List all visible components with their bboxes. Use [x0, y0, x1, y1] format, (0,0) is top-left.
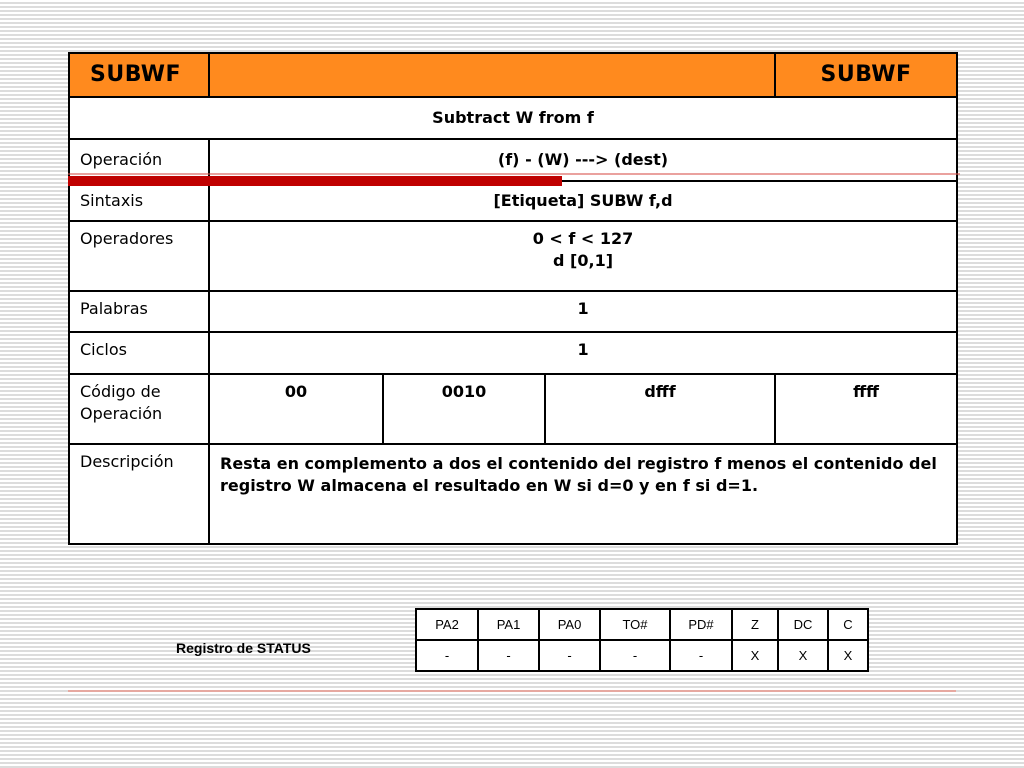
operadores-value: [209, 221, 957, 291]
status-bit-value-z: X: [732, 640, 778, 671]
status-bit-value-c: X: [828, 640, 868, 671]
opcode-cell-4: ffff: [775, 374, 957, 444]
opcode-cell-3: dfff: [545, 374, 775, 444]
ciclos-label: Ciclos: [69, 332, 209, 374]
row-descripcion: [69, 444, 957, 544]
status-bit-name-c: C: [828, 609, 868, 640]
operadores-line1: 0 < f < 127: [532, 229, 634, 248]
operadores-label: Operadores: [69, 221, 209, 291]
status-bit-value-pa1: -: [478, 640, 539, 671]
decorative-red-bar: [68, 176, 562, 186]
status-bit-name-pa0: PA0: [539, 609, 600, 640]
status-bit-value-pa2: -: [416, 640, 478, 671]
subtitle-row: [69, 97, 957, 139]
codigo-label-line2: Operación: [80, 404, 163, 423]
sintaxis-value: [Etiqueta] SUBW f,d: [209, 181, 957, 221]
decorative-red-line: [68, 173, 960, 175]
descripcion-label: Descripción: [69, 444, 209, 544]
descripcion-text: Resta en complemento a dos el contenido del registro f menos el contenido del registro W almacena el resultado en W si d=0 y en f si d=1.: [209, 444, 957, 544]
opcode-cell-2: 0010: [383, 374, 545, 444]
header-blank: [209, 53, 775, 97]
instruction-subtitle: Subtract W from f: [69, 97, 957, 139]
row-ciclos: [69, 332, 957, 374]
header-row: [69, 53, 957, 97]
status-bit-name-pa2: PA2: [416, 609, 478, 640]
status-register-label: Registro de STATUS: [176, 640, 311, 656]
status-values-row: [416, 640, 868, 671]
status-names-row: [416, 609, 868, 640]
ciclos-value: 1: [209, 332, 957, 374]
status-bit-value-pa0: -: [539, 640, 600, 671]
status-bit-name-z: Z: [732, 609, 778, 640]
status-bit-name-pa1: PA1: [478, 609, 539, 640]
row-operadores: [69, 221, 957, 291]
status-bit-name-to: TO#: [600, 609, 670, 640]
opcode-cell-1: 00: [209, 374, 383, 444]
row-codigo: [69, 374, 957, 444]
mnemonic-right: SUBWF: [775, 53, 957, 97]
status-bit-name-dc: DC: [778, 609, 828, 640]
status-register-table: [415, 608, 869, 672]
status-bit-value-dc: X: [778, 640, 828, 671]
codigo-label: [69, 374, 209, 444]
mnemonic-left: SUBWF: [69, 53, 209, 97]
palabras-value: 1: [209, 291, 957, 332]
row-palabras: [69, 291, 957, 332]
operacion-label: Operación: [69, 139, 209, 181]
instruction-table: [68, 52, 958, 545]
palabras-label: Palabras: [69, 291, 209, 332]
operadores-line2: d [0,1]: [553, 251, 614, 270]
sintaxis-label: Sintaxis: [69, 181, 209, 221]
operacion-value: (f) - (W) ---> (dest): [209, 139, 957, 181]
codigo-label-line1: Código de: [80, 382, 161, 401]
row-sintaxis: [69, 181, 957, 221]
status-bit-value-pd: -: [670, 640, 732, 671]
bottom-divider-line: [68, 690, 956, 692]
status-bit-value-to: -: [600, 640, 670, 671]
status-bit-name-pd: PD#: [670, 609, 732, 640]
